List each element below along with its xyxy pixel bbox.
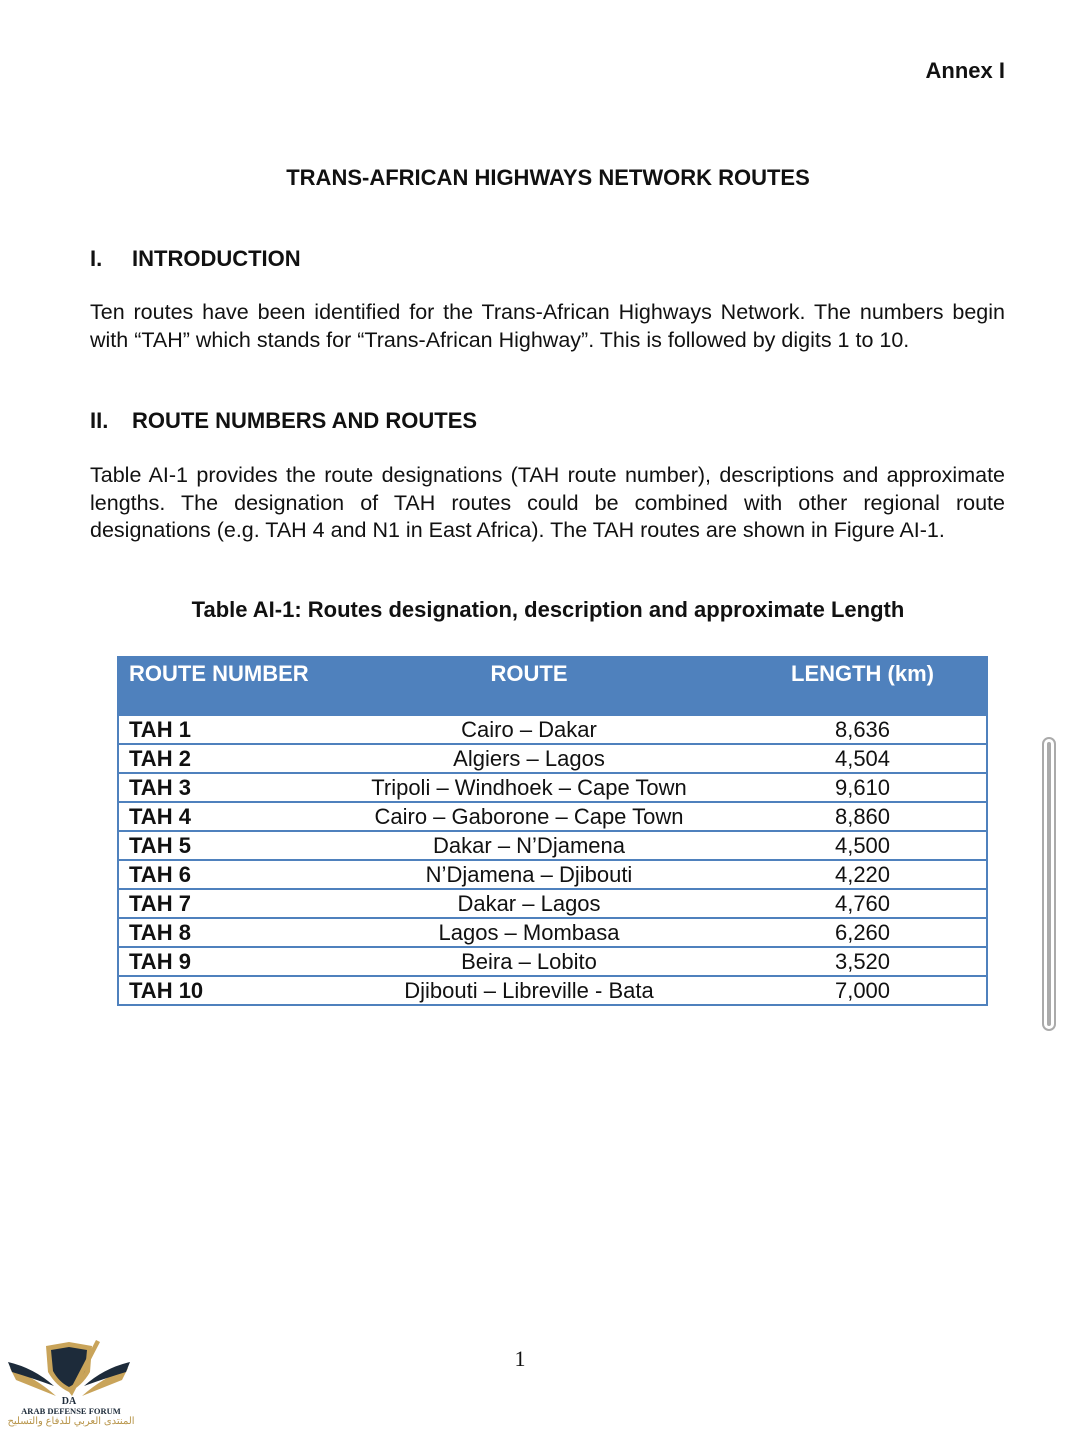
table-row (118, 715, 987, 744)
section-number: II. (90, 408, 109, 433)
section-number: I. (90, 246, 103, 271)
route-cell: Cairo – Dakar (319, 715, 739, 744)
routes-table (117, 656, 988, 1006)
section-heading-introduction (90, 246, 301, 272)
table-caption: Table AI-1: Routes designation, description and approximate Length (191, 597, 905, 622)
route-numbers-paragraph: Table AI-1 provides the route designations (TAH route number), descriptions and approximate lengths. The designation of TAH routes could be combined with other regional route designations (e.g. TAH 4 and N1 in East Africa). The TAH routes are shown in Figure AI-1. (90, 463, 1005, 542)
table-row (118, 947, 987, 976)
table-row (118, 744, 987, 773)
table-row (118, 976, 987, 1005)
length-cell: 8,860 (739, 802, 987, 831)
route-cell: N’Djamena – Djibouti (319, 860, 739, 889)
length-cell: 4,760 (739, 889, 987, 918)
table-row (118, 773, 987, 802)
route-number-cell: TAH 5 (118, 831, 319, 860)
column-header-route-number: ROUTE NUMBER (118, 657, 319, 715)
route-cell: Algiers – Lagos (319, 744, 739, 773)
route-number-cell: TAH 3 (118, 773, 319, 802)
table-row (118, 802, 987, 831)
section-heading-route-numbers (90, 408, 477, 434)
section-title: ROUTE NUMBERS AND ROUTES (132, 408, 478, 433)
length-cell: 4,220 (739, 860, 987, 889)
route-cell: Tripoli – Windhoek – Cape Town (319, 773, 739, 802)
route-number-cell: TAH 6 (118, 860, 319, 889)
route-cell: Lagos – Mombasa (319, 918, 739, 947)
page-number: 1 (514, 1346, 526, 1371)
section-title: INTRODUCTION (132, 246, 301, 271)
logo-name-arabic: المنتدى العربي للدفاع والتسليح (7, 1416, 135, 1427)
column-header-length: LENGTH (km) (739, 657, 987, 715)
length-cell: 6,260 (739, 918, 987, 947)
length-cell: 7,000 (739, 976, 987, 1005)
route-number-cell: TAH 7 (118, 889, 319, 918)
table-row (118, 831, 987, 860)
route-number-cell: TAH 4 (118, 802, 319, 831)
logo-monogram: DA (61, 1396, 77, 1407)
introduction-paragraph: Ten routes have been identified for the Trans-African Highways Network. The numbers begin with “TAH” which stands for “Trans-African Highway”. This is followed by digits 1 to 10. (90, 300, 1005, 352)
table-header-row (118, 657, 987, 715)
logo-name-english: ARAB DEFENSE FORUM (21, 1406, 121, 1416)
shield-wings-logo-icon (6, 1338, 132, 1408)
vertical-scrollbar[interactable] (1042, 737, 1056, 1031)
route-number-cell: TAH 2 (118, 744, 319, 773)
scrollbar-thumb[interactable] (1047, 742, 1051, 1026)
route-cell: Djibouti – Libreville - Bata (319, 976, 739, 1005)
table-row (118, 918, 987, 947)
length-cell: 4,500 (739, 831, 987, 860)
table-row (118, 860, 987, 889)
route-number-cell: TAH 9 (118, 947, 319, 976)
route-cell: Cairo – Gaborone – Cape Town (319, 802, 739, 831)
length-cell: 9,610 (739, 773, 987, 802)
route-cell: Dakar – Lagos (319, 889, 739, 918)
watermark-logo (6, 1338, 135, 1432)
route-number-cell: TAH 10 (118, 976, 319, 1005)
length-cell: 8,636 (739, 715, 987, 744)
route-number-cell: TAH 1 (118, 715, 319, 744)
length-cell: 4,504 (739, 744, 987, 773)
annex-label: Annex I (925, 58, 1005, 83)
document-title: TRANS-AFRICAN HIGHWAYS NETWORK ROUTES (286, 165, 810, 190)
route-number-cell: TAH 8 (118, 918, 319, 947)
route-cell: Beira – Lobito (319, 947, 739, 976)
length-cell: 3,520 (739, 947, 987, 976)
route-cell: Dakar – N’Djamena (319, 831, 739, 860)
table-row (118, 889, 987, 918)
column-header-route: ROUTE (319, 657, 739, 715)
